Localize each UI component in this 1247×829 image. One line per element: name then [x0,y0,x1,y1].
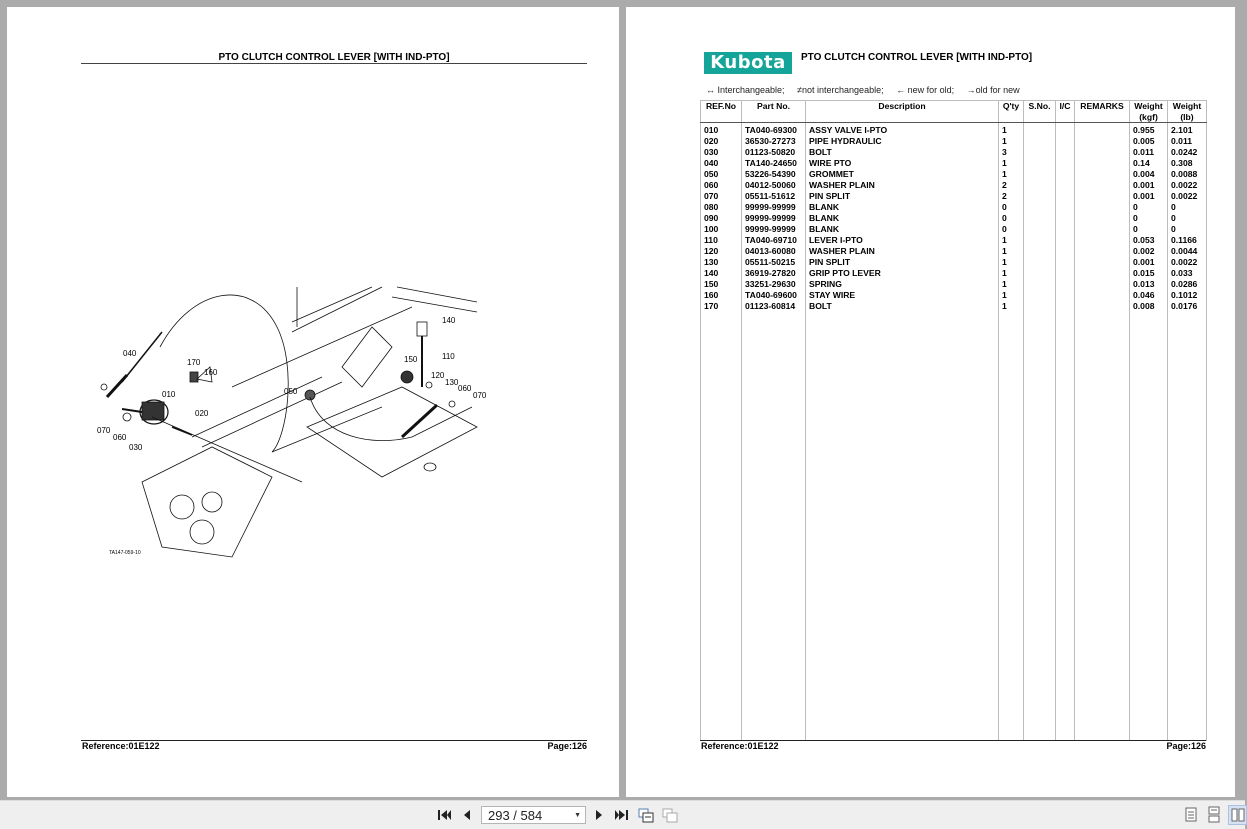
cell-ic [1056,180,1075,191]
cell-ic [1056,279,1075,290]
cell-ic [1056,268,1075,279]
legend-new-for-old: ← new for old; [896,85,955,95]
parts-table-body [701,123,1207,741]
cell-wlb: 0.0088 [1168,169,1207,180]
cell-remarks [1075,123,1130,137]
cell-ic [1056,158,1075,169]
header-interchange: I/C [1056,101,1075,123]
cell-wlb: 0.0022 [1168,180,1207,191]
cell-qty: 1 [999,123,1024,137]
header-weight-kgf: Weight (kgf) [1130,101,1168,123]
cell-ref: 010 [701,123,742,137]
footer-page-number: Page:126 [547,741,587,751]
callout-160: 160 [204,368,218,377]
cell-wkg: 0.001 [1130,257,1168,268]
previous-view-button[interactable] [638,807,654,823]
cell-part: 05511-51612 [742,191,806,202]
cell-sno [1024,235,1056,246]
cell-wlb: 0.1166 [1168,235,1207,246]
cell-wkg: 0.053 [1130,235,1168,246]
table-row [701,257,1207,268]
next-view-icon [662,807,678,823]
cell-ref: 050 [701,169,742,180]
cell-wlb: 0.0022 [1168,257,1207,268]
cell-sno [1024,279,1056,290]
cell-ic [1056,202,1075,213]
cell-ref: 120 [701,246,742,257]
first-page-button[interactable] [437,807,453,823]
cell-qty: 0 [999,202,1024,213]
drawing-id: TA147-059-10 [109,550,141,556]
cell-ref: 030 [701,147,742,158]
cell-sno [1024,246,1056,257]
cell-remarks [1075,158,1130,169]
cell-desc: BOLT [806,147,999,158]
cell-ic [1056,123,1075,137]
callout-060b: 060 [458,384,472,393]
cell-remarks [1075,180,1130,191]
table-row [701,224,1207,235]
cell-ref: 140 [701,268,742,279]
footer-reference: Reference:01E122 [701,741,779,751]
facing-pages-view-icon [1231,808,1245,822]
cell-qty: 0 [999,213,1024,224]
cell-part: 01123-60814 [742,301,806,312]
cell-part: 99999-99999 [742,224,806,235]
cell-wlb: 0.011 [1168,136,1207,147]
cell-part: 99999-99999 [742,213,806,224]
cell-desc: PIN SPLIT [806,257,999,268]
cell-ref: 160 [701,290,742,301]
viewer-toolbar [0,800,1245,829]
cell-remarks [1075,235,1130,246]
cell-sno [1024,136,1056,147]
previous-page-icon [462,809,472,821]
title-rule [81,63,587,64]
kubota-logo: Kubota [704,52,792,74]
cell-ic [1056,290,1075,301]
cell-sno [1024,224,1056,235]
cell-remarks [1075,202,1130,213]
cell-remarks [1075,136,1130,147]
cell-desc: GROMMET [806,169,999,180]
legend-old-for-new: →old for new [966,85,1020,95]
cell-wlb: 0.0022 [1168,191,1207,202]
cell-ref: 100 [701,224,742,235]
cell-wkg: 0.002 [1130,246,1168,257]
cell-ref: 080 [701,202,742,213]
cell-desc: BOLT [806,301,999,312]
left-page [7,7,619,797]
cell-desc: SPRING [806,279,999,290]
cell-part: 99999-99999 [742,202,806,213]
cell-remarks [1075,301,1130,312]
cell-ref: 130 [701,257,742,268]
cell-sno [1024,180,1056,191]
next-page-button[interactable] [591,807,607,823]
cell-wkg: 0.046 [1130,290,1168,301]
callout-070b: 070 [473,391,487,400]
cell-part: 04013-60080 [742,246,806,257]
cell-ic [1056,169,1075,180]
cell-part: TA040-69600 [742,290,806,301]
cell-ic [1056,213,1075,224]
cell-remarks [1075,224,1130,235]
previous-page-button[interactable] [459,807,475,823]
cell-ic [1056,191,1075,202]
cell-ref: 040 [701,158,742,169]
right-page [626,7,1235,797]
cell-desc: ASSY VALVE I-PTO [806,123,999,137]
cell-wlb: 0.033 [1168,268,1207,279]
cell-qty: 1 [999,268,1024,279]
dropdown-arrow-icon: ▼ [574,812,581,819]
table-row [701,290,1207,301]
cell-qty: 2 [999,191,1024,202]
cell-qty: 1 [999,235,1024,246]
cell-ref: 150 [701,279,742,290]
legend-not-interchangeable: ≠not interchangeable; [797,85,884,95]
cell-wkg: 0.008 [1130,301,1168,312]
cell-remarks [1075,169,1130,180]
page-indicator: 293 / 584 [488,808,543,823]
cell-sno [1024,257,1056,268]
cell-wkg: 0.004 [1130,169,1168,180]
table-row [701,235,1207,246]
table-row [701,268,1207,279]
cell-sno [1024,158,1056,169]
cell-qty: 1 [999,257,1024,268]
header-description: Description [806,101,999,123]
cell-remarks [1075,279,1130,290]
footer-page-number: Page:126 [1166,741,1206,751]
cell-remarks [1075,213,1130,224]
cell-wkg: 0 [1130,202,1168,213]
table-row [701,191,1207,202]
cell-wlb: 0.0242 [1168,147,1207,158]
cell-desc: BLANK [806,224,999,235]
cell-ref: 060 [701,180,742,191]
table-row [701,279,1207,290]
left-page-title: PTO CLUTCH CONTROL LEVER [WITH IND-PTO] [218,52,450,63]
single-page-view-icon [1184,807,1198,823]
cell-ic [1056,257,1075,268]
cell-wlb: 0.308 [1168,158,1207,169]
continuous-view-button[interactable] [1206,807,1222,823]
table-header-row [701,101,1207,123]
cell-part: 05511-50215 [742,257,806,268]
cell-wkg: 0 [1130,213,1168,224]
last-page-button[interactable] [613,807,629,823]
cell-wkg: 0.001 [1130,191,1168,202]
callout-110: 110 [442,352,455,361]
cell-qty: 1 [999,136,1024,147]
callout-130: 130 [445,378,459,387]
table-row [701,213,1207,224]
cell-ic [1056,136,1075,147]
cell-sno [1024,191,1056,202]
cell-ic [1056,147,1075,158]
cell-remarks [1075,257,1130,268]
cell-qty: 0 [999,224,1024,235]
next-page-icon [594,809,604,821]
header-remarks: REMARKS [1075,101,1130,123]
page-number-dropdown[interactable] [481,806,586,824]
cell-remarks [1075,268,1130,279]
cell-qty: 1 [999,290,1024,301]
cell-part: 04012-50060 [742,180,806,191]
callout-040: 040 [123,349,137,358]
table-row [701,136,1207,147]
cell-part: TA040-69710 [742,235,806,246]
cell-wlb: 0 [1168,224,1207,235]
table-filler-row [701,312,1207,741]
table-row [701,301,1207,312]
callout-050: 050 [284,387,298,396]
cell-wkg: 0.14 [1130,158,1168,169]
cell-ref: 020 [701,136,742,147]
facing-pages-view-button[interactable] [1228,805,1247,825]
cell-wlb: 2.101 [1168,123,1207,137]
cell-ic [1056,235,1075,246]
cell-wlb: 0 [1168,213,1207,224]
cell-desc: BLANK [806,202,999,213]
cell-desc: GRIP PTO LEVER [806,268,999,279]
cell-wlb: 0.0286 [1168,279,1207,290]
callout-070: 070 [97,426,111,435]
cell-desc: WIRE PTO [806,158,999,169]
cell-remarks [1075,290,1130,301]
cell-wkg: 0.015 [1130,268,1168,279]
callout-170: 170 [187,358,201,367]
cell-wlb: 0 [1168,202,1207,213]
cell-sno [1024,213,1056,224]
right-page-title: PTO CLUTCH CONTROL LEVER [WITH IND-PTO] [801,52,1033,63]
callout-140: 140 [442,316,456,325]
cell-sno [1024,268,1056,279]
legend-interchangeable: ↔ Interchangeable; [706,85,785,95]
cell-sno [1024,169,1056,180]
header-quantity: Q'ty [999,101,1024,123]
header-part-no: Part No. [742,101,806,123]
cell-part: 01123-50820 [742,147,806,158]
table-row [701,180,1207,191]
cell-part: TA140-24650 [742,158,806,169]
cell-qty: 2 [999,180,1024,191]
table-row [701,202,1207,213]
cell-qty: 1 [999,169,1024,180]
cell-desc: WASHER PLAIN [806,180,999,191]
cell-part: TA040-69300 [742,123,806,137]
cell-sno [1024,290,1056,301]
callout-060: 060 [113,433,127,442]
cell-sno [1024,123,1056,137]
continuous-view-icon [1207,807,1221,823]
cell-desc: STAY WIRE [806,290,999,301]
cell-qty: 1 [999,158,1024,169]
previous-view-icon [638,807,654,823]
cell-sno [1024,301,1056,312]
cell-desc: PIPE HYDRAULIC [806,136,999,147]
cell-part: 53226-54390 [742,169,806,180]
cell-part: 33251-29630 [742,279,806,290]
cell-wkg: 0.011 [1130,147,1168,158]
cell-wkg: 0 [1130,224,1168,235]
cell-desc: BLANK [806,213,999,224]
cell-remarks [1075,246,1130,257]
cell-sno [1024,202,1056,213]
cell-ref: 070 [701,191,742,202]
cell-remarks [1075,147,1130,158]
footer-reference: Reference:01E122 [82,741,160,751]
single-page-view-button[interactable] [1183,807,1199,823]
cell-ref: 170 [701,301,742,312]
last-page-icon [614,809,628,821]
cell-qty: 1 [999,301,1024,312]
cell-ic [1056,224,1075,235]
cell-desc: PIN SPLIT [806,191,999,202]
header-serial-no: S.No. [1024,101,1056,123]
callout-150: 150 [404,355,418,364]
cell-ref: 090 [701,213,742,224]
cell-wkg: 0.013 [1130,279,1168,290]
header-weight-lb: Weight (lb) [1168,101,1207,123]
cell-wlb: 0.0044 [1168,246,1207,257]
interchangeability-legend [706,85,1030,95]
cell-wkg: 0.005 [1130,136,1168,147]
cell-part: 36919-27820 [742,268,806,279]
cell-wlb: 0.1012 [1168,290,1207,301]
parts-table [700,100,1207,741]
callout-120: 120 [431,371,445,380]
table-row [701,169,1207,180]
cell-part: 36530-27273 [742,136,806,147]
cell-ref: 110 [701,235,742,246]
cell-qty: 1 [999,279,1024,290]
cell-wlb: 0.0176 [1168,301,1207,312]
header-ref-no: REF.No [701,101,742,123]
table-row [701,147,1207,158]
exploded-parts-diagram [82,267,487,567]
cell-qty: 3 [999,147,1024,158]
cell-desc: WASHER PLAIN [806,246,999,257]
cell-sno [1024,147,1056,158]
callout-010: 010 [162,390,176,399]
cell-wkg: 0.955 [1130,123,1168,137]
cell-desc: LEVER I-PTO [806,235,999,246]
cell-ic [1056,301,1075,312]
cell-remarks [1075,191,1130,202]
table-row [701,246,1207,257]
cell-ic [1056,246,1075,257]
next-view-button[interactable] [662,807,678,823]
cell-wkg: 0.001 [1130,180,1168,191]
cell-qty: 1 [999,246,1024,257]
callout-030: 030 [129,443,143,452]
table-row [701,123,1207,137]
first-page-icon [438,809,452,821]
table-row [701,158,1207,169]
callout-020: 020 [195,409,209,418]
